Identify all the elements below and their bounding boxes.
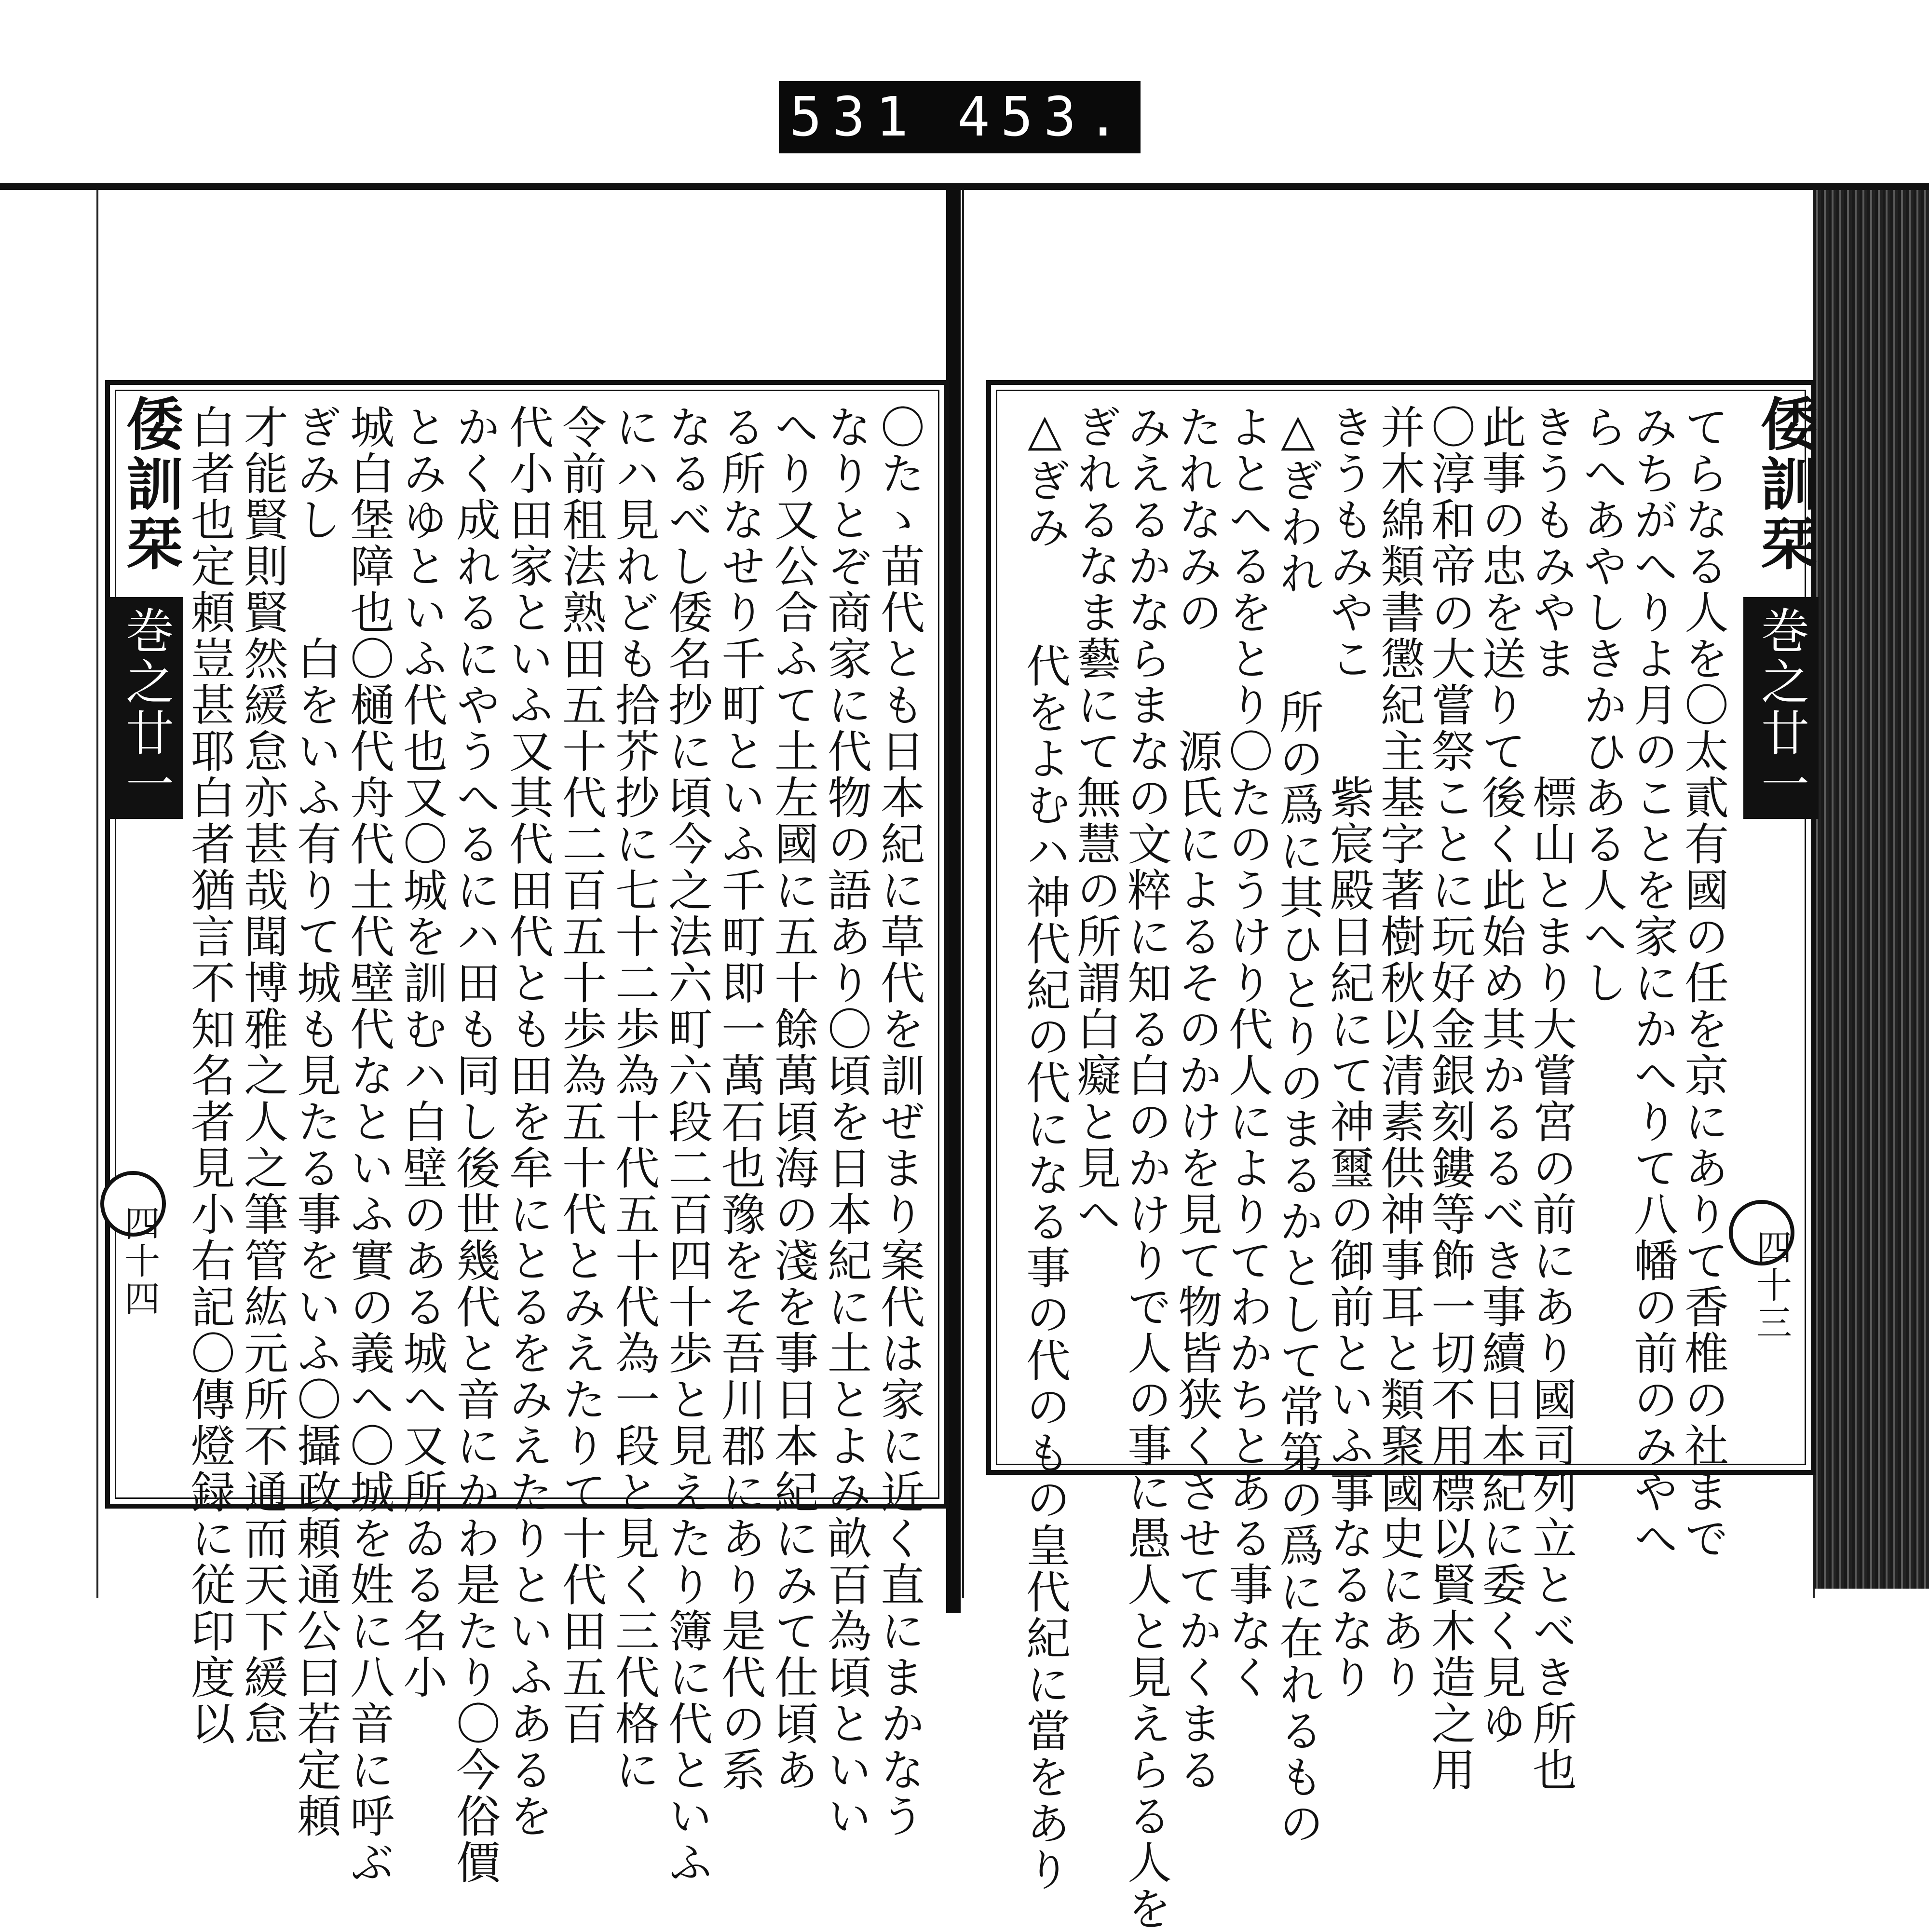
left-column-9: かく成れるにやうへるにハ田も同し後世幾代と音にかわ是たり〇今俗價 <box>449 404 501 1886</box>
left-column-1: 〇たゝ苗代とも日本紀に草代を訓ぜまり案代は家に近く直にまかなう <box>873 404 925 1839</box>
left-column-14: 白者也定頼豈甚耶白者猶言不知名者見小右記〇傳燈録に従印度以 <box>184 404 235 1747</box>
catalog-number-left: 531 <box>789 86 919 149</box>
right-column-8: きうもみやこ 紫宸殿日紀にて神璽の御前といふ事なるなり <box>1323 404 1374 1701</box>
right-column-2: みちがへりよ月のことを家にかへりて八幡の前のみやへ <box>1627 404 1678 1562</box>
right-column-3: らへあやしきかひある人へし <box>1576 404 1628 1006</box>
left-column-3: へり又公合ふて土左國に五十餘萬頃海の淺を事日本紀にみて仕頃あ <box>767 404 819 1793</box>
book-fore-edge <box>1813 190 1929 1589</box>
right-column-4: きうもみやま 標山とまり大嘗宮の前にあり國司列立とべき所也 <box>1525 404 1577 1793</box>
right-column-12: みえるかならまなの文粹に知る白のかけりで人の事に愚人と見えらる人を <box>1120 404 1172 1932</box>
right-column-11: たれなみの 源氏によるそのかけを見て物皆狭くさせてかくまる <box>1171 404 1223 1793</box>
right-folio: 四十三 <box>1751 1229 1792 1342</box>
left-page-title: 倭訓栞 <box>117 395 184 574</box>
catalog-number-right: 453. <box>957 86 1130 149</box>
left-column-2: なりとぞ商家に代物の語あり〇頃を日本紀に土とよみ畝百為頃といい <box>820 404 872 1839</box>
top-rule <box>0 183 1929 190</box>
right-page-title: 倭訓栞 <box>1751 395 1818 574</box>
left-column-11: 城白堡障也〇樋代舟代土代壁代なといふ實の義へ〇城を姓に八音に呼ぶ <box>343 404 394 1886</box>
left-column-12: ぎみし 白をいふ有りて城も見たる事をいふ〇攝政頼通公曰若定頼 <box>290 404 341 1839</box>
catalog-label <box>779 81 1141 153</box>
left-column-7: 令前租法熟田五十代二百五十歩為五十代とみえたりて十代田五百 <box>555 404 607 1747</box>
left-column-5: なるべし倭名抄に頃今之法六町六段二百四十歩と見えたり簿に代といふ <box>661 404 713 1886</box>
right-column-9: △ぎわれ 所の爲に其ひとりのまるかとして常第の爲に在れるもの <box>1272 404 1324 1847</box>
left-column-6: にハ見れども拾芥抄に七十二歩為十代五十代為一段と見く三代格に <box>608 404 660 1793</box>
right-column-7: 并木綿類書懲紀主基字著樹秋以清素供神事耳と類聚國史にあり <box>1373 404 1425 1701</box>
right-column-13: ぎれるなま藝にて無慧の所謂白癡と見へ <box>1070 404 1121 1238</box>
left-column-10: とみゆといふ代也又〇城を訓むハ白壁のある城へ又所ゐる名小 <box>396 404 448 1701</box>
left-column-8: 代小田家といふ又其代田代とも田を牟にとるをみえたりといふあるを <box>502 404 554 1839</box>
right-volume-band: 巻之廿一 <box>1743 597 1819 819</box>
right-column-5: 此事の忠を送りて後く此始め其かるるべき事續日本紀に委く見ゆ <box>1475 404 1526 1747</box>
left-text-frame <box>105 380 949 1886</box>
left-column-4: る所なせり千町といふ千町即一萬石也豫をそ吾川郡にあり是代の系 <box>714 404 766 1793</box>
right-column-1: てらなる人を〇太貳有國の任を京にありて香椎の社まで <box>1677 404 1729 1562</box>
left-volume-band: 巻之廿一 <box>108 597 183 819</box>
right-text-frame <box>986 380 1818 1932</box>
left-folio: 四十四 <box>119 1205 160 1318</box>
right-column-14: △ぎみ 代をよむハ神代紀の代になる事の代のもの皇代紀に當をあり <box>1019 404 1071 1893</box>
left-column-13: 才能賢則賢然緩怠亦甚哉聞博雅之人之筆管紘元所不通而天下緩怠 <box>237 404 288 1747</box>
right-column-6: 〇淳和帝の大嘗祭ことに玩好金銀刻鏤等飾一切不用標以賢木造之用 <box>1424 404 1476 1793</box>
right-column-10: よとへるをとり〇たのうけり代人によりてわかちとある事なく <box>1222 404 1273 1701</box>
